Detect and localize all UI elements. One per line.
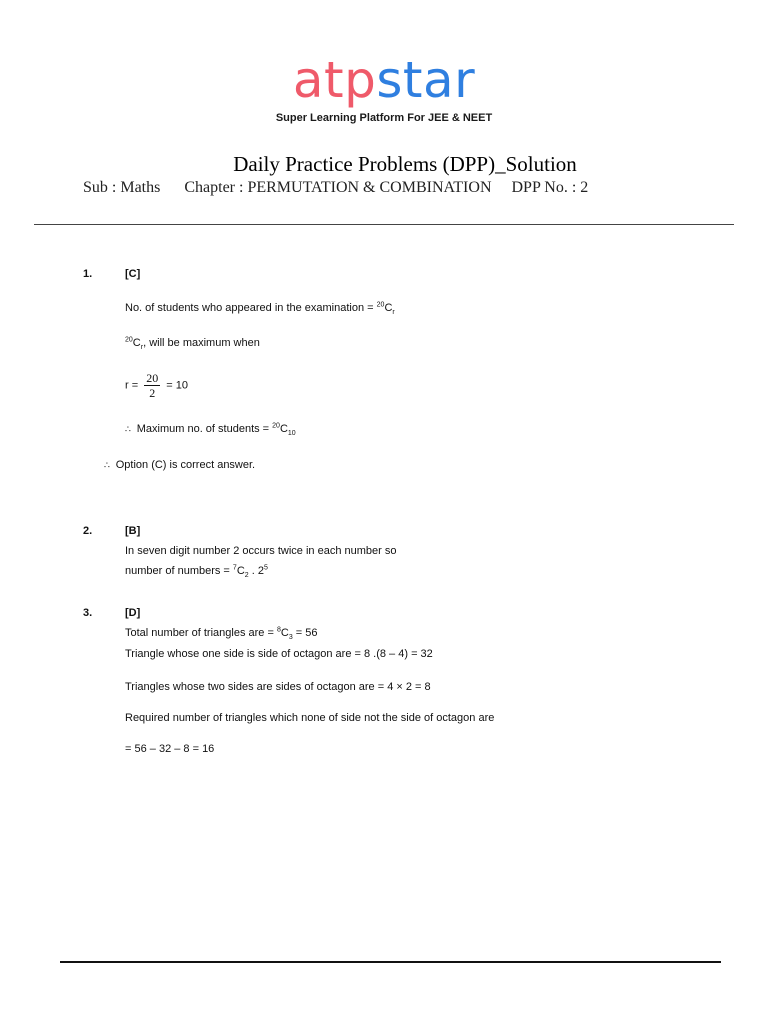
fraction: $\frac{20}{2}$ xyxy=(146,371,159,400)
solution-line: In seven digit number 2 occurs twice in each number so xyxy=(125,545,397,557)
logo-text-part2: star xyxy=(376,51,476,109)
solution-line-fraction: r = $\frac{20}{2}$ = 10 xyxy=(125,371,188,400)
solution-line: number of numbers = $^7C_2$ . $2^5$ xyxy=(125,564,268,580)
answer-key: [B] xyxy=(125,525,141,537)
question-number: 1. xyxy=(83,268,93,280)
solution-line: Total number of triangles are = $^8C_3 = 56$ xyxy=(125,626,318,642)
conclusion-line: ∴ Option (C) is correct answer. xyxy=(104,459,256,471)
footer-divider xyxy=(60,961,721,963)
subject-label: Sub : Maths xyxy=(83,179,161,196)
logo-text-part1: atp xyxy=(292,51,377,109)
solution-line: $^{20}C_r$, will be maximum when xyxy=(125,336,260,352)
solution-line: Triangles whose two sides are sides of octagon are = 4 × 2 = 8 xyxy=(125,681,431,693)
solution-line: ∴ Maximum no. of students = $^{20}C_{10}$ xyxy=(125,422,296,438)
therefore-symbol: ∴ xyxy=(104,461,110,471)
header-divider xyxy=(34,224,734,225)
answer-key: [C] xyxy=(125,268,141,280)
therefore-symbol: ∴ xyxy=(125,425,131,435)
solution-line: Triangle whose one side is side of octagon are = 8 .(8 – 4) = 32 xyxy=(125,648,433,660)
solution-line: = 56 – 32 – 8 = 16 xyxy=(125,743,215,755)
question-number: 3. xyxy=(83,607,93,619)
dpp-number-label: DPP No. : 2 xyxy=(511,179,589,196)
solution-line: Required number of triangles which none of side not the side of octagon are xyxy=(125,712,495,724)
chapter-label: Chapter : PERMUTATION & COMBINATION xyxy=(184,179,492,196)
answer-key: [D] xyxy=(125,607,141,619)
solution-line: No. of students who appeared in the examination = $^{20}C_r$ xyxy=(125,301,395,317)
meta-line xyxy=(83,179,588,197)
brand-logo xyxy=(0,52,768,108)
question-number: 2. xyxy=(83,525,93,537)
page-title: Daily Practice Problems (DPP)_Solution xyxy=(233,152,577,176)
tagline: Super Learning Platform For JEE & NEET xyxy=(275,112,493,124)
